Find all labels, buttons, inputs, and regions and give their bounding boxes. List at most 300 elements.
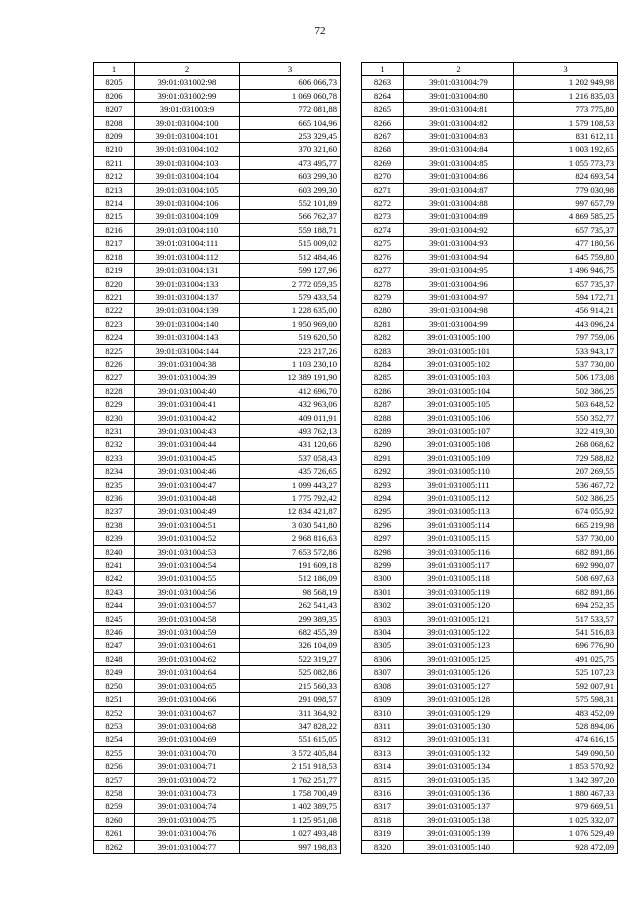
parcel-table-right xyxy=(361,62,618,854)
row-number: 8249 xyxy=(94,666,135,679)
cadastral-number: 39:01:031005:104 xyxy=(404,384,514,397)
row-number: 8239 xyxy=(94,532,135,545)
row-number: 8310 xyxy=(362,706,404,719)
cadastral-number: 39:01:031004:56 xyxy=(135,585,240,598)
cadastral-number: 39:01:031004:82 xyxy=(404,116,514,129)
table-row xyxy=(362,626,618,639)
cadastral-number: 39:01:031004:77 xyxy=(135,840,240,853)
row-number: 8221 xyxy=(94,290,135,303)
cadastral-value: 7 653 572,86 xyxy=(240,545,341,558)
row-number: 8226 xyxy=(94,357,135,370)
row-number: 8256 xyxy=(94,760,135,773)
table-header-row xyxy=(94,63,341,76)
cadastral-value: 592 007,91 xyxy=(514,679,618,692)
cadastral-value: 1 202 949,98 xyxy=(514,76,618,89)
row-number: 8207 xyxy=(94,103,135,116)
table-row xyxy=(94,223,341,236)
cadastral-number: 39:01:031004:44 xyxy=(135,438,240,451)
row-number: 8268 xyxy=(362,143,404,156)
table-row xyxy=(94,733,341,746)
cadastral-number: 39:01:031003:9 xyxy=(135,103,240,116)
table-row xyxy=(94,666,341,679)
cadastral-number: 39:01:031005:103 xyxy=(404,371,514,384)
cadastral-number: 39:01:031004:41 xyxy=(135,398,240,411)
table-row xyxy=(362,384,618,397)
cadastral-value: 432 963,06 xyxy=(240,398,341,411)
table-row xyxy=(94,719,341,732)
row-number: 8255 xyxy=(94,746,135,759)
table-row xyxy=(362,505,618,518)
cadastral-number: 39:01:031004:144 xyxy=(135,344,240,357)
cadastral-number: 39:01:031004:93 xyxy=(404,237,514,250)
cadastral-number: 39:01:031004:105 xyxy=(135,183,240,196)
cadastral-value: 3 572 405,84 xyxy=(240,746,341,759)
cadastral-value: 502 386,25 xyxy=(514,384,618,397)
row-number: 8206 xyxy=(94,89,135,102)
cadastral-number: 39:01:031004:68 xyxy=(135,719,240,732)
cadastral-number: 39:01:031005:114 xyxy=(404,518,514,531)
cadastral-number: 39:01:031004:95 xyxy=(404,264,514,277)
table-row xyxy=(362,612,618,625)
cadastral-value: 773 775,80 xyxy=(514,103,618,116)
cadastral-value: 537 730,00 xyxy=(514,357,618,370)
row-number: 8262 xyxy=(94,840,135,853)
row-number: 8211 xyxy=(94,156,135,169)
table-row xyxy=(94,197,341,210)
table-row xyxy=(94,331,341,344)
cadastral-value: 12 389 191,90 xyxy=(240,371,341,384)
table-row xyxy=(362,411,618,424)
cadastral-number: 39:01:031004:40 xyxy=(135,384,240,397)
row-number: 8225 xyxy=(94,344,135,357)
cadastral-value: 268 068,62 xyxy=(514,438,618,451)
row-number: 8240 xyxy=(94,545,135,558)
table-row xyxy=(362,277,618,290)
cadastral-number: 39:01:031005:125 xyxy=(404,652,514,665)
row-number: 8294 xyxy=(362,492,404,505)
cadastral-number: 39:01:031004:106 xyxy=(135,197,240,210)
cadastral-number: 39:01:031005:120 xyxy=(404,599,514,612)
table-row xyxy=(94,786,341,799)
cadastral-number: 39:01:031004:131 xyxy=(135,264,240,277)
cadastral-number: 39:01:031004:99 xyxy=(404,317,514,330)
table-row xyxy=(362,103,618,116)
table-row xyxy=(94,130,341,143)
cadastral-value: 1 758 700,49 xyxy=(240,786,341,799)
row-number: 8312 xyxy=(362,733,404,746)
cadastral-value: 575 598,31 xyxy=(514,693,618,706)
cadastral-number: 39:01:031005:131 xyxy=(404,733,514,746)
table-row xyxy=(362,639,618,652)
cadastral-value: 223 217,26 xyxy=(240,344,341,357)
cadastral-value: 525 107,23 xyxy=(514,666,618,679)
table-header-row xyxy=(362,63,618,76)
table-row xyxy=(362,813,618,826)
cadastral-number: 39:01:031004:140 xyxy=(135,317,240,330)
cadastral-number: 39:01:031004:43 xyxy=(135,424,240,437)
table-row xyxy=(94,250,341,263)
row-number: 8301 xyxy=(362,585,404,598)
table-row xyxy=(362,451,618,464)
table-row xyxy=(94,465,341,478)
row-number: 8288 xyxy=(362,411,404,424)
cadastral-value: 253 329,45 xyxy=(240,130,341,143)
row-number: 8292 xyxy=(362,465,404,478)
cadastral-number: 39:01:031005:130 xyxy=(404,719,514,732)
row-number: 8205 xyxy=(94,76,135,89)
cadastral-number: 39:01:031004:87 xyxy=(404,183,514,196)
row-number: 8245 xyxy=(94,612,135,625)
table-row xyxy=(362,398,618,411)
cadastral-number: 39:01:031005:110 xyxy=(404,465,514,478)
cadastral-value: 1 775 792,42 xyxy=(240,492,341,505)
cadastral-value: 512 484,46 xyxy=(240,250,341,263)
cadastral-value: 1 228 635,00 xyxy=(240,304,341,317)
row-number: 8297 xyxy=(362,532,404,545)
table-row xyxy=(362,652,618,665)
cadastral-number: 39:01:031005:109 xyxy=(404,451,514,464)
row-number: 8286 xyxy=(362,384,404,397)
cadastral-value: 2 968 816,63 xyxy=(240,532,341,545)
cadastral-value: 1 003 192,65 xyxy=(514,143,618,156)
row-number: 8213 xyxy=(94,183,135,196)
cadastral-value: 997 657,79 xyxy=(514,197,618,210)
cadastral-value: 997 198,83 xyxy=(240,840,341,853)
row-number: 8271 xyxy=(362,183,404,196)
table-row xyxy=(94,612,341,625)
cadastral-value: 1 027 493,48 xyxy=(240,827,341,840)
cadastral-value: 1 025 332,07 xyxy=(514,813,618,826)
table-row xyxy=(362,331,618,344)
table-row xyxy=(94,237,341,250)
row-number: 8317 xyxy=(362,800,404,813)
cadastral-value: 779 030,98 xyxy=(514,183,618,196)
cadastral-number: 39:01:031004:143 xyxy=(135,331,240,344)
row-number: 8258 xyxy=(94,786,135,799)
cadastral-value: 409 011,91 xyxy=(240,411,341,424)
cadastral-number: 39:01:031004:81 xyxy=(404,103,514,116)
cadastral-value: 347 828,22 xyxy=(240,719,341,732)
cadastral-value: 674 055,92 xyxy=(514,505,618,518)
table-row xyxy=(94,317,341,330)
cadastral-number: 39:01:031004:70 xyxy=(135,746,240,759)
row-number: 8270 xyxy=(362,170,404,183)
cadastral-value: 1 342 397,20 xyxy=(514,773,618,786)
row-number: 8216 xyxy=(94,223,135,236)
table-row xyxy=(94,760,341,773)
row-number: 8233 xyxy=(94,451,135,464)
table-row xyxy=(362,532,618,545)
cadastral-value: 1 069 060,78 xyxy=(240,89,341,102)
cadastral-number: 39:01:031004:47 xyxy=(135,478,240,491)
cadastral-value: 1 055 773,73 xyxy=(514,156,618,169)
table-row xyxy=(94,827,341,840)
row-number: 8261 xyxy=(94,827,135,840)
row-number: 8269 xyxy=(362,156,404,169)
cadastral-number: 39:01:031004:139 xyxy=(135,304,240,317)
cadastral-value: 579 433,54 xyxy=(240,290,341,303)
cadastral-number: 39:01:031002:98 xyxy=(135,76,240,89)
cadastral-value: 797 759,06 xyxy=(514,331,618,344)
cadastral-number: 39:01:031004:42 xyxy=(135,411,240,424)
table-row xyxy=(94,264,341,277)
table-row xyxy=(362,143,618,156)
table-row xyxy=(94,344,341,357)
cadastral-number: 39:01:031004:53 xyxy=(135,545,240,558)
table-row xyxy=(94,693,341,706)
cadastral-value: 2 772 059,35 xyxy=(240,277,341,290)
row-number: 8208 xyxy=(94,116,135,129)
row-number: 8267 xyxy=(362,130,404,143)
table-row xyxy=(362,666,618,679)
cadastral-value: 1 125 951,08 xyxy=(240,813,341,826)
cadastral-value: 262 541,43 xyxy=(240,599,341,612)
cadastral-number: 39:01:031004:45 xyxy=(135,451,240,464)
cadastral-value: 517 533,57 xyxy=(514,612,618,625)
table-row xyxy=(94,518,341,531)
cadastral-number: 39:01:031004:73 xyxy=(135,786,240,799)
row-number: 8300 xyxy=(362,572,404,585)
cadastral-value: 12 834 421,87 xyxy=(240,505,341,518)
cadastral-number: 39:01:031004:38 xyxy=(135,357,240,370)
cadastral-value: 682 455,39 xyxy=(240,626,341,639)
table-row xyxy=(362,170,618,183)
row-number: 8283 xyxy=(362,344,404,357)
cadastral-number: 39:01:031004:94 xyxy=(404,250,514,263)
cadastral-number: 39:01:031004:65 xyxy=(135,679,240,692)
cadastral-value: 1 216 835,03 xyxy=(514,89,618,102)
table-row xyxy=(94,585,341,598)
cadastral-value: 1 402 389,75 xyxy=(240,800,341,813)
row-number: 8238 xyxy=(94,518,135,531)
table-row xyxy=(362,357,618,370)
table-row xyxy=(362,438,618,451)
row-number: 8210 xyxy=(94,143,135,156)
row-number: 8246 xyxy=(94,626,135,639)
cadastral-value: 528 894,06 xyxy=(514,719,618,732)
cadastral-value: 533 943,17 xyxy=(514,344,618,357)
table-row xyxy=(94,290,341,303)
row-number: 8303 xyxy=(362,612,404,625)
row-number: 8299 xyxy=(362,559,404,572)
cadastral-value: 443 096,24 xyxy=(514,317,618,330)
cadastral-value: 696 776,90 xyxy=(514,639,618,652)
cadastral-number: 39:01:031004:62 xyxy=(135,652,240,665)
cadastral-value: 98 568,19 xyxy=(240,585,341,598)
table-row xyxy=(94,572,341,585)
table-row xyxy=(94,599,341,612)
table-row xyxy=(362,572,618,585)
row-number: 8296 xyxy=(362,518,404,531)
cadastral-value: 603 299,30 xyxy=(240,170,341,183)
table-row xyxy=(94,143,341,156)
row-number: 8234 xyxy=(94,465,135,478)
table-row xyxy=(362,223,618,236)
row-number: 8252 xyxy=(94,706,135,719)
cadastral-number: 39:01:031004:103 xyxy=(135,156,240,169)
row-number: 8253 xyxy=(94,719,135,732)
row-number: 8250 xyxy=(94,679,135,692)
row-number: 8293 xyxy=(362,478,404,491)
cadastral-value: 550 352,77 xyxy=(514,411,618,424)
table-row xyxy=(94,156,341,169)
row-number: 8215 xyxy=(94,210,135,223)
table-row xyxy=(94,626,341,639)
cadastral-value: 657 735,37 xyxy=(514,223,618,236)
cadastral-value: 370 321,60 xyxy=(240,143,341,156)
cadastral-number: 39:01:031005:119 xyxy=(404,585,514,598)
cadastral-number: 39:01:031004:102 xyxy=(135,143,240,156)
row-number: 8308 xyxy=(362,679,404,692)
row-number: 8212 xyxy=(94,170,135,183)
table-row xyxy=(362,344,618,357)
cadastral-number: 39:01:031004:112 xyxy=(135,250,240,263)
table-row xyxy=(94,746,341,759)
table-row xyxy=(362,156,618,169)
cadastral-number: 39:01:031004:86 xyxy=(404,170,514,183)
column-header-value: 3 xyxy=(240,63,341,76)
table-row xyxy=(94,451,341,464)
cadastral-number: 39:01:031004:97 xyxy=(404,290,514,303)
row-number: 8224 xyxy=(94,331,135,344)
cadastral-value: 207 269,55 xyxy=(514,465,618,478)
row-number: 8237 xyxy=(94,505,135,518)
cadastral-value: 1 762 251,77 xyxy=(240,773,341,786)
row-number: 8279 xyxy=(362,290,404,303)
row-number: 8263 xyxy=(362,76,404,89)
cadastral-number: 39:01:031005:132 xyxy=(404,746,514,759)
table-row xyxy=(94,398,341,411)
cadastral-number: 39:01:031005:116 xyxy=(404,545,514,558)
table-row xyxy=(362,250,618,263)
table-row xyxy=(94,679,341,692)
row-number: 8287 xyxy=(362,398,404,411)
cadastral-number: 39:01:031004:69 xyxy=(135,733,240,746)
row-number: 8235 xyxy=(94,478,135,491)
table-row xyxy=(94,357,341,370)
row-number: 8298 xyxy=(362,545,404,558)
row-number: 8314 xyxy=(362,760,404,773)
table-row xyxy=(94,304,341,317)
table-row xyxy=(362,237,618,250)
row-number: 8272 xyxy=(362,197,404,210)
row-number: 8209 xyxy=(94,130,135,143)
cadastral-value: 515 009,02 xyxy=(240,237,341,250)
row-number: 8274 xyxy=(362,223,404,236)
cadastral-number: 39:01:031005:113 xyxy=(404,505,514,518)
row-number: 8305 xyxy=(362,639,404,652)
cadastral-value: 431 120,66 xyxy=(240,438,341,451)
row-number: 8319 xyxy=(362,827,404,840)
cadastral-number: 39:01:031005:123 xyxy=(404,639,514,652)
cadastral-number: 39:01:031005:102 xyxy=(404,357,514,370)
cadastral-number: 39:01:031005:127 xyxy=(404,679,514,692)
cadastral-value: 491 025,75 xyxy=(514,652,618,665)
table-row xyxy=(362,693,618,706)
cadastral-number: 39:01:031005:108 xyxy=(404,438,514,451)
table-row xyxy=(94,116,341,129)
cadastral-number: 39:01:031004:89 xyxy=(404,210,514,223)
row-number: 8265 xyxy=(362,103,404,116)
table-row xyxy=(362,317,618,330)
table-row xyxy=(362,773,618,786)
table-row xyxy=(362,545,618,558)
row-number: 8307 xyxy=(362,666,404,679)
row-number: 8244 xyxy=(94,599,135,612)
row-number: 8254 xyxy=(94,733,135,746)
cadastral-value: 456 914,21 xyxy=(514,304,618,317)
cadastral-number: 39:01:031004:80 xyxy=(404,89,514,102)
cadastral-number: 39:01:031004:110 xyxy=(135,223,240,236)
cadastral-number: 39:01:031004:48 xyxy=(135,492,240,505)
cadastral-value: 979 669,51 xyxy=(514,800,618,813)
cadastral-value: 831 612,11 xyxy=(514,130,618,143)
table-row xyxy=(94,800,341,813)
table-row xyxy=(94,559,341,572)
table-row xyxy=(94,411,341,424)
table-row xyxy=(94,210,341,223)
table-row xyxy=(362,197,618,210)
cadastral-value: 551 615,05 xyxy=(240,733,341,746)
table-row xyxy=(362,733,618,746)
row-number: 8282 xyxy=(362,331,404,344)
table-row xyxy=(362,827,618,840)
row-number: 8304 xyxy=(362,626,404,639)
row-number: 8257 xyxy=(94,773,135,786)
cadastral-value: 552 101,89 xyxy=(240,197,341,210)
table-row xyxy=(94,438,341,451)
row-number: 8219 xyxy=(94,264,135,277)
row-number: 8318 xyxy=(362,813,404,826)
row-number: 8229 xyxy=(94,398,135,411)
row-number: 8273 xyxy=(362,210,404,223)
row-number: 8259 xyxy=(94,800,135,813)
table-row xyxy=(362,746,618,759)
cadastral-value: 1 496 946,75 xyxy=(514,264,618,277)
table-row xyxy=(94,478,341,491)
cadastral-number: 39:01:031004:104 xyxy=(135,170,240,183)
cadastral-value: 824 693,54 xyxy=(514,170,618,183)
table-row xyxy=(94,706,341,719)
cadastral-number: 39:01:031004:46 xyxy=(135,465,240,478)
table-row xyxy=(94,532,341,545)
row-number: 8295 xyxy=(362,505,404,518)
table-row xyxy=(94,505,341,518)
column-header-cadastral: 2 xyxy=(135,63,240,76)
row-number: 8260 xyxy=(94,813,135,826)
cadastral-value: 606 066,73 xyxy=(240,76,341,89)
cadastral-value: 594 172,71 xyxy=(514,290,618,303)
cadastral-value: 559 188,71 xyxy=(240,223,341,236)
cadastral-value: 694 252,35 xyxy=(514,599,618,612)
cadastral-value: 549 090,50 xyxy=(514,746,618,759)
cadastral-number: 39:01:031004:79 xyxy=(404,76,514,89)
row-number: 8266 xyxy=(362,116,404,129)
cadastral-value: 1 076 529,49 xyxy=(514,827,618,840)
row-number: 8316 xyxy=(362,786,404,799)
parcel-table-left xyxy=(93,62,341,854)
table-row xyxy=(362,130,618,143)
table-row xyxy=(362,559,618,572)
cadastral-value: 4 869 585,25 xyxy=(514,210,618,223)
cadastral-number: 39:01:031004:75 xyxy=(135,813,240,826)
table-row xyxy=(362,424,618,437)
cadastral-number: 39:01:031005:135 xyxy=(404,773,514,786)
cadastral-value: 665 219,98 xyxy=(514,518,618,531)
table-row xyxy=(362,518,618,531)
cadastral-number: 39:01:031005:106 xyxy=(404,411,514,424)
row-number: 8289 xyxy=(362,424,404,437)
